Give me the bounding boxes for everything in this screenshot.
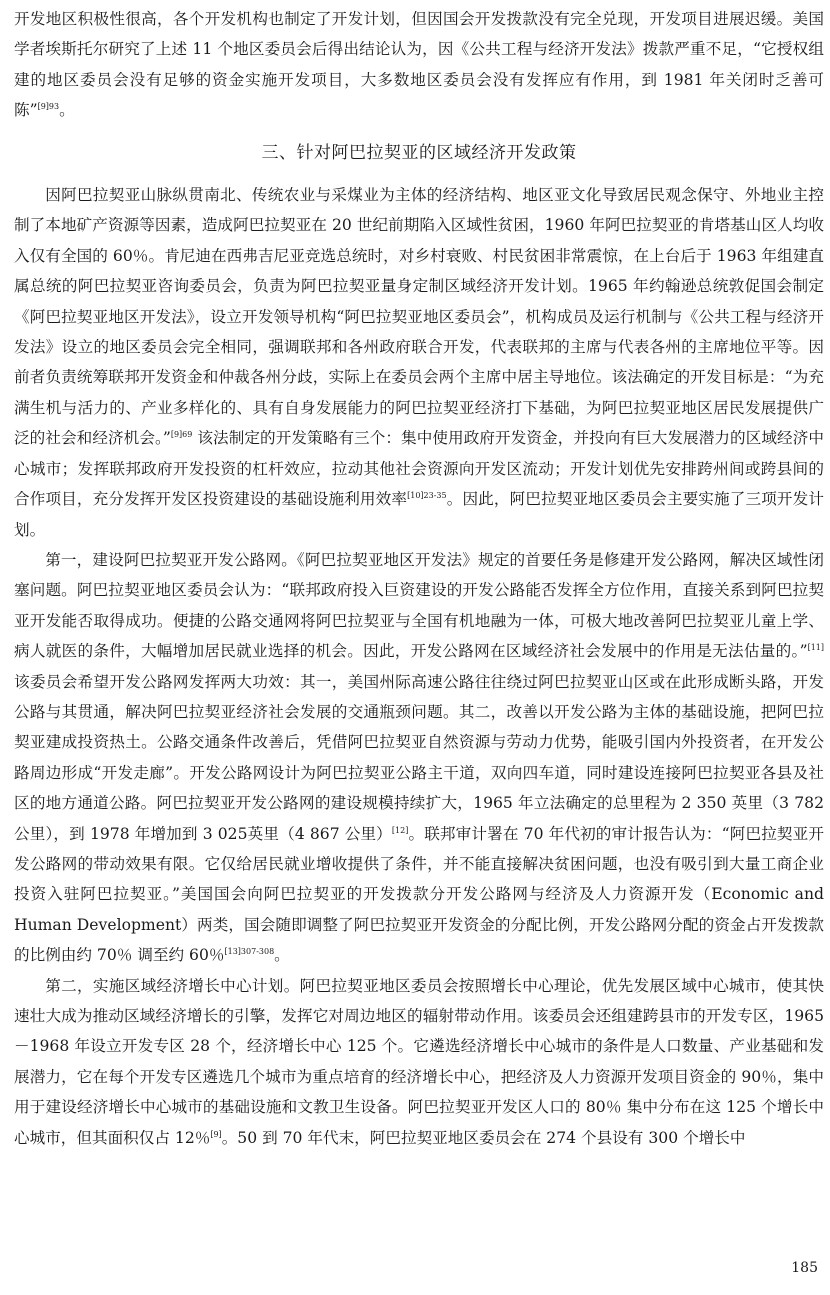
paragraph-intro [14,180,824,545]
citation-ref: [9]69 [170,430,193,440]
text-run: 三、针对阿巴拉契亚的区域经济开发政策 [261,142,577,163]
article-body [14,4,824,1153]
text-run: 该委员会希望开发公路网发挥两大功效：其一，美国州际高速公路往往绕过阿巴拉契亚山区或在此形成断头路，开发公路与其贯通，解决阿巴拉契亚经济社会发展的交通瓶颈问题。其二，改善以开发公路为主体的基础设施，把阿巴拉契亚建成投资热土。公路交通条件改善后，凭借阿巴拉契亚自然资源与劳动力优势，能吸引国内外投资者，在开发公路周边形成“开发走廊”。开发公路网设计为阿巴拉契亚公路主干道，双向四车道，同时建设连接阿巴拉契亚各县及社区的地方通道公路。阿巴拉契亚开发公路网的建设规模持续扩大，1965 年立法确定的总里程为 2 350 英里（3 782 公里），到 1978 年增加到 3 025英里（4 867 公里） [14,672,824,843]
text-run: 。 [59,101,75,120]
section-heading [14,138,824,168]
text-run: 。因此，阿巴拉契亚地区委员会主要实施了三项开发计划。 [14,490,824,539]
text-run: 第二，实施区域经济增长中心计划。阿巴拉契亚地区委员会按照增长中心理论，优先发展区域中心城市，使其快速壮大成为推动区域经济增长的引擎，发挥它对周边地区的辐射带动作用。该委员会还组建跨县市的开发专区，1965－1968 年设立开发专区 28 个，经济增长中心 125 个。它遴选经济增长中心城市的条件是人口数量、产业基础和发展潜力，它在每个开发专区遴选几个城市为重点培育的经济增长中心，把经济及人力资源开发项目资金的 90％，集中用于建设经济增长中心城市的基础设施和文教卫生设备。阿巴拉契亚开发区人口的 80％ 集中分布在这 125 个增长中心城市，但其面积仅占 12％ [14,976,824,1147]
paragraph-growth-center [14,971,824,1153]
text-run: 因阿巴拉契亚山脉纵贯南北、传统农业与采煤业为主体的经济结构、地区亚文化导致居民观念保守、外地业主控制了本地矿产资源等因素，造成阿巴拉契亚在 20 世纪前期陷入区域性贫困，1960 年阿巴拉契亚的肯塔基山区人均收入仅有全国的 60％。肯尼迪在西弗吉尼亚竞选总统时，对乡村衰败、村民贫困非常震惊，在上台后于 1963 年组建直属总统的阿巴拉契亚咨询委员会，负责为阿巴拉契亚量身定制区域经济开发计划。1965 年约翰逊总统敦促国会制定《阿巴拉契亚地区开发法》，设立开发领导机构“阿巴拉契亚地区委员会”，机构成员及运行机制与《公共工程与经济开发法》设立的地区委员会完全相同，强调联邦和各州政府联合开发，代表联邦的主席与代表各州的主席地位平等。因前者负责统筹联邦开发资金和仲裁各州分歧，实际上在委员会两个主席中居主导地位。该法确定的开发目标是：“为充满生机与活力的、产业多样化的、具有自身发展能力的阿巴拉契亚经济打下基础，为阿巴拉契亚地区居民发展提供广泛的社会和经济机会。” [14,186,824,448]
text-run: 。 [274,946,290,965]
citation-ref: [9] [210,1129,222,1139]
paragraph-highway-network [14,545,824,971]
text-run: 。50 到 70 年代末，阿巴拉契亚地区委员会在 274 个县设有 300 个增长中 [221,1128,746,1147]
citation-ref: [11] [807,643,824,653]
text-run: 该法制定的开发策略有三个：集中使用政府开发资金，并投向有巨大发展潜力的区域经济中心城市；发挥联邦政府开发投资的杠杆效应，拉动其他社会资源向开发区流动；开发计划优先安排跨州间或跨县间的合作项目，充分发挥开发区投资建设的基础设施利用效率 [14,429,824,509]
citation-ref: [9]93 [37,102,60,112]
text-run: 开发地区积极性很高，各个开发机构也制定了开发计划，但因国会开发拨款没有完全兑现，开发项目进展迟缓。美国学者埃斯托尔研究了上述 11 个地区委员会后得出结论认为，因《公共工程与经济开发法》拨款严重不足，“它授权组建的地区委员会没有足够的资金实施开发项目，大多数地区委员会没有发挥应有作用，到 1981 年关闭时乏善可陈” [14,10,824,120]
page-number: 185 [791,1260,818,1276]
citation-ref: [12] [391,825,409,835]
citation-ref: [13]307-308 [224,947,275,957]
text-run: 。联邦审计署在 70 年代初的审计报告认为：“阿巴拉契亚开发公路网的带动效果有限。它仅给居民就业增收提供了条件，并不能直接解决贫困问题，也没有吸引到大量工商企业投资入驻阿巴拉契亚。”美国国会向阿巴拉契亚的开发拨款分开发公路网与经济及人力资源开发（Economic and Human Development）两类，国会随即调整了阿巴拉契亚开发资金的分配比例，开发公路网分配的资金占开发拨款的比例由约 70％ 调至约 60％ [14,824,824,965]
citation-ref: [10]23-35 [407,491,447,501]
text-run: 第一，建设阿巴拉契亚开发公路网。《阿巴拉契亚地区开发法》规定的首要任务是修建开发公路网，解决区域性闭塞问题。阿巴拉契亚地区委员会认为：“联邦政府投入巨资建设的开发公路能否发挥全方位作用，直接关系到阿巴拉契亚开发能否取得成功。便捷的公路交通网将阿巴拉契亚与全国有机地融为一体，可极大地改善阿巴拉契亚儿童上学、病人就医的条件，大幅增加居民就业选择的机会。因此，开发公路网在区域经济社会发展中的作用是无法估量的。” [14,550,824,661]
paragraph-continuation [14,4,824,126]
